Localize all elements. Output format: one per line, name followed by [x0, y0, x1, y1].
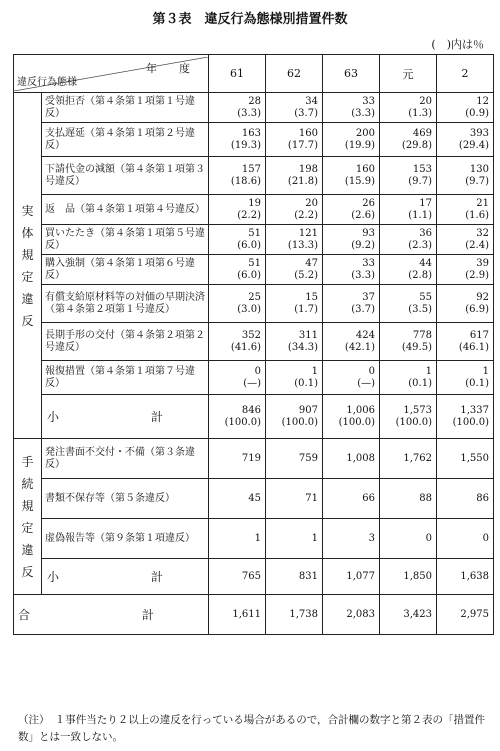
value-cell [209, 123, 266, 157]
value-cell [209, 225, 266, 255]
value-cell [437, 361, 494, 395]
count-value: 311 [298, 329, 318, 341]
value-cell [266, 285, 323, 323]
value-cell: 719 [209, 439, 266, 479]
value-cell [209, 323, 266, 361]
total-label: 合 計 [14, 595, 209, 635]
count-value: 34 [305, 95, 318, 107]
value-cell [209, 195, 266, 225]
count-value: 1 [311, 365, 318, 377]
year-header: 63 [323, 55, 380, 93]
count-value: 846 [241, 404, 261, 416]
percent-value: (2.8) [408, 269, 432, 281]
table-row [14, 323, 494, 361]
violation-type: 返 品（第４条第１項第４号違反） [42, 195, 209, 225]
table-row [14, 479, 494, 519]
subtotal-label: 小 計 [42, 559, 209, 595]
percent-value: (29.8) [401, 139, 432, 151]
value-cell [323, 361, 380, 395]
count-value: 44 [419, 257, 432, 269]
table-row [14, 195, 494, 225]
value-cell: 0 [380, 519, 437, 559]
percent-value: (0.1) [294, 377, 318, 389]
count-value: 1 [425, 365, 432, 377]
percent-value: (2.3) [408, 239, 432, 251]
count-value: 15 [305, 291, 318, 303]
percent-value: (17.7) [287, 139, 318, 151]
percent-value: (3.3) [237, 107, 261, 119]
value-cell [209, 157, 266, 195]
group-label-char: 続 [21, 476, 34, 491]
group-label-char: 手 [21, 454, 34, 469]
percent-value: (21.8) [287, 175, 318, 187]
percent-value: (3.7) [294, 107, 318, 119]
count-value: 121 [298, 227, 318, 239]
value-cell: 759 [266, 439, 323, 479]
percent-value: (18.6) [230, 175, 261, 187]
violation-type: 虚偽報告等（第９条第１項違反） [42, 519, 209, 559]
percent-value: (2.6) [351, 209, 375, 221]
count-value: 160 [355, 163, 375, 175]
value-cell [323, 195, 380, 225]
value-cell: 86 [437, 479, 494, 519]
value-cell [266, 93, 323, 123]
value-cell [266, 255, 323, 285]
violation-type: 長期手形の交付（第４条第２項第２号違反） [42, 323, 209, 361]
percent-value: (100.0) [224, 416, 261, 428]
violation-type: 受領拒否（第４条第１項第１号違反） [42, 93, 209, 123]
value-cell [380, 361, 437, 395]
value-cell: 66 [323, 479, 380, 519]
percent-value: (0.1) [465, 377, 489, 389]
value-cell: 45 [209, 479, 266, 519]
count-value: 21 [476, 197, 489, 209]
percent-value: (3.3) [351, 107, 375, 119]
violation-table [13, 54, 494, 635]
value-cell: 2,975 [437, 595, 494, 635]
percent-value: (100.0) [338, 416, 375, 428]
value-cell [380, 323, 437, 361]
count-value: 157 [241, 163, 261, 175]
count-value: 26 [362, 197, 375, 209]
count-value: 160 [298, 127, 318, 139]
year-header-label: 年 度 [146, 61, 190, 75]
value-cell [380, 285, 437, 323]
percent-value: (46.1) [458, 341, 489, 353]
value-cell: 3 [323, 519, 380, 559]
value-cell: 1 [266, 519, 323, 559]
table-row [14, 361, 494, 395]
value-cell [323, 93, 380, 123]
value-cell [323, 255, 380, 285]
value-cell [437, 123, 494, 157]
value-cell [209, 285, 266, 323]
group-label-char: 規 [21, 247, 34, 262]
value-cell: 1,077 [323, 559, 380, 595]
count-value: 51 [248, 227, 261, 239]
type-header-label: 違反行為態様 [17, 76, 77, 88]
percent-value: (3.3) [351, 269, 375, 281]
count-value: 55 [419, 291, 432, 303]
count-value: 92 [476, 291, 489, 303]
value-cell [323, 157, 380, 195]
violation-type: 報復措置（第４条第１項第７号違反） [42, 361, 209, 395]
table-row [14, 439, 494, 479]
value-cell [380, 157, 437, 195]
value-cell: 1,762 [380, 439, 437, 479]
count-value: 1,337 [460, 404, 489, 416]
violation-type: 書類不保存等（第５条違反） [42, 479, 209, 519]
value-cell [380, 395, 437, 439]
percent-value: (9.7) [408, 175, 432, 187]
percent-value: (100.0) [281, 416, 318, 428]
value-cell [209, 395, 266, 439]
value-cell [209, 93, 266, 123]
subtotal-label: 小 計 [42, 395, 209, 439]
group-label-char: 定 [21, 520, 34, 535]
count-value: 393 [469, 127, 489, 139]
value-cell [266, 195, 323, 225]
value-cell [323, 123, 380, 157]
count-value: 200 [355, 127, 375, 139]
count-value: 130 [469, 163, 489, 175]
value-cell [437, 285, 494, 323]
value-cell: 88 [380, 479, 437, 519]
percent-value: (49.5) [401, 341, 432, 353]
value-cell [437, 323, 494, 361]
count-value: 17 [419, 197, 432, 209]
count-value: 1,573 [403, 404, 432, 416]
table-row [14, 285, 494, 323]
group-label-char: 体 [21, 225, 34, 240]
value-cell [380, 225, 437, 255]
count-value: 37 [362, 291, 375, 303]
table-row [14, 255, 494, 285]
value-cell [380, 93, 437, 123]
violation-type: 購入強制（第４条第１項第６号違反） [42, 255, 209, 285]
percent-value: (1.1) [408, 209, 432, 221]
table-row [14, 123, 494, 157]
table-row [14, 225, 494, 255]
count-value: 0 [368, 365, 375, 377]
value-cell [266, 361, 323, 395]
value-cell [266, 123, 323, 157]
percent-value: (41.6) [230, 341, 261, 353]
percent-value: (9.2) [351, 239, 375, 251]
value-cell: 1,850 [380, 559, 437, 595]
percent-value: (1.6) [465, 209, 489, 221]
count-value: 778 [412, 329, 432, 341]
value-cell: 1,638 [437, 559, 494, 595]
value-cell [323, 323, 380, 361]
percent-value: (3.5) [408, 303, 432, 315]
count-value: 163 [241, 127, 261, 139]
value-cell: 1,550 [437, 439, 494, 479]
value-cell: 71 [266, 479, 323, 519]
value-cell [323, 225, 380, 255]
value-cell [266, 225, 323, 255]
count-value: 33 [362, 257, 375, 269]
count-value: 36 [419, 227, 432, 239]
group-label [14, 439, 42, 595]
value-cell: 1 [209, 519, 266, 559]
value-cell [437, 395, 494, 439]
percent-value: (42.1) [344, 341, 375, 353]
count-value: 33 [362, 95, 375, 107]
percent-value: (3.7) [351, 303, 375, 315]
count-value: 39 [476, 257, 489, 269]
count-value: 0 [254, 365, 261, 377]
percent-value: (1.7) [294, 303, 318, 315]
group-label-char: 実 [21, 203, 34, 218]
table-row [14, 93, 494, 123]
percent-value: (—) [357, 377, 375, 389]
count-value: 1 [482, 365, 489, 377]
value-cell: 1,738 [266, 595, 323, 635]
percent-value: (—) [243, 377, 261, 389]
group-label-char: 違 [21, 291, 34, 306]
percent-value: (6.0) [237, 269, 261, 281]
percent-value: (100.0) [452, 416, 489, 428]
value-cell [380, 255, 437, 285]
footnote: （注） １事件当たり２以上の違反を行っている場合があるので，合計欄の数字と第２表の「措置件数」とは一致しない。 [18, 714, 486, 743]
percent-value: (5.2) [294, 269, 318, 281]
percent-value: (1.3) [408, 107, 432, 119]
count-value: 19 [248, 197, 261, 209]
percent-value: (0.1) [408, 377, 432, 389]
value-cell [209, 361, 266, 395]
percent-value: (6.9) [465, 303, 489, 315]
count-value: 198 [298, 163, 318, 175]
count-value: 352 [241, 329, 261, 341]
count-value: 424 [355, 329, 375, 341]
percent-value: (6.0) [237, 239, 261, 251]
percent-value: (15.9) [344, 175, 375, 187]
percent-value: (19.9) [344, 139, 375, 151]
value-cell [266, 395, 323, 439]
year-header: 62 [266, 55, 323, 93]
value-cell: 3,423 [380, 595, 437, 635]
value-cell [437, 93, 494, 123]
value-cell [437, 225, 494, 255]
count-value: 32 [476, 227, 489, 239]
group-label-char: 反 [21, 313, 34, 328]
count-value: 1,006 [346, 404, 375, 416]
violation-type: 有償支給原材料等の対価の早期決済（第４条第２項第１号違反） [42, 285, 209, 323]
violation-type: 下請代金の減額（第４条第１項第３号違反） [42, 157, 209, 195]
group-label-char: 定 [21, 269, 34, 284]
count-value: 93 [362, 227, 375, 239]
percent-value: (29.4) [458, 139, 489, 151]
value-cell [266, 157, 323, 195]
count-value: 12 [476, 95, 489, 107]
percent-value: (9.7) [465, 175, 489, 187]
percent-value: (2.2) [237, 209, 261, 221]
group-label [14, 93, 42, 439]
value-cell [209, 255, 266, 285]
percent-value: (2.2) [294, 209, 318, 221]
value-cell [380, 195, 437, 225]
value-cell: 2,083 [323, 595, 380, 635]
count-value: 907 [298, 404, 318, 416]
percent-value: (0.9) [465, 107, 489, 119]
count-value: 51 [248, 257, 261, 269]
count-value: 469 [412, 127, 432, 139]
value-cell [380, 123, 437, 157]
percent-value: (2.4) [465, 239, 489, 251]
group-label-char: 反 [21, 564, 34, 579]
value-cell: 0 [437, 519, 494, 559]
count-value: 153 [412, 163, 432, 175]
percent-value: (100.0) [395, 416, 432, 428]
count-value: 47 [305, 257, 318, 269]
value-cell [437, 195, 494, 225]
value-cell: 765 [209, 559, 266, 595]
violation-type: 買いたたき（第４条第１項第５号違反） [42, 225, 209, 255]
percent-value: (13.3) [287, 239, 318, 251]
total-row [14, 595, 494, 635]
year-header: 61 [209, 55, 266, 93]
header-corner [14, 55, 209, 93]
value-cell [437, 157, 494, 195]
value-cell [437, 255, 494, 285]
count-value: 20 [305, 197, 318, 209]
group-label-char: 違 [21, 542, 34, 557]
table-row [14, 519, 494, 559]
value-cell [266, 323, 323, 361]
subtotal-row [14, 395, 494, 439]
value-cell [323, 285, 380, 323]
year-header: 2 [437, 55, 494, 93]
group-label-char: 規 [21, 498, 34, 513]
violation-type: 支払遅延（第４条第１項第２号違反） [42, 123, 209, 157]
year-header: 元 [380, 55, 437, 93]
count-value: 25 [248, 291, 261, 303]
value-cell: 831 [266, 559, 323, 595]
percent-value: (3.0) [237, 303, 261, 315]
violation-type: 発注書面不交付・不備（第３条違反） [42, 439, 209, 479]
percent-value: (34.3) [287, 341, 318, 353]
count-value: 20 [419, 95, 432, 107]
unit-note: ( )内は％ [431, 38, 484, 51]
subtotal-row [14, 559, 494, 595]
value-cell: 1,008 [323, 439, 380, 479]
value-cell [323, 395, 380, 439]
count-value: 617 [469, 329, 489, 341]
percent-value: (2.9) [465, 269, 489, 281]
value-cell: 1,611 [209, 595, 266, 635]
percent-value: (19.3) [230, 139, 261, 151]
table-title: 第３表 違反行為態様別措置件数 [152, 12, 348, 27]
table-row [14, 157, 494, 195]
count-value: 28 [248, 95, 261, 107]
